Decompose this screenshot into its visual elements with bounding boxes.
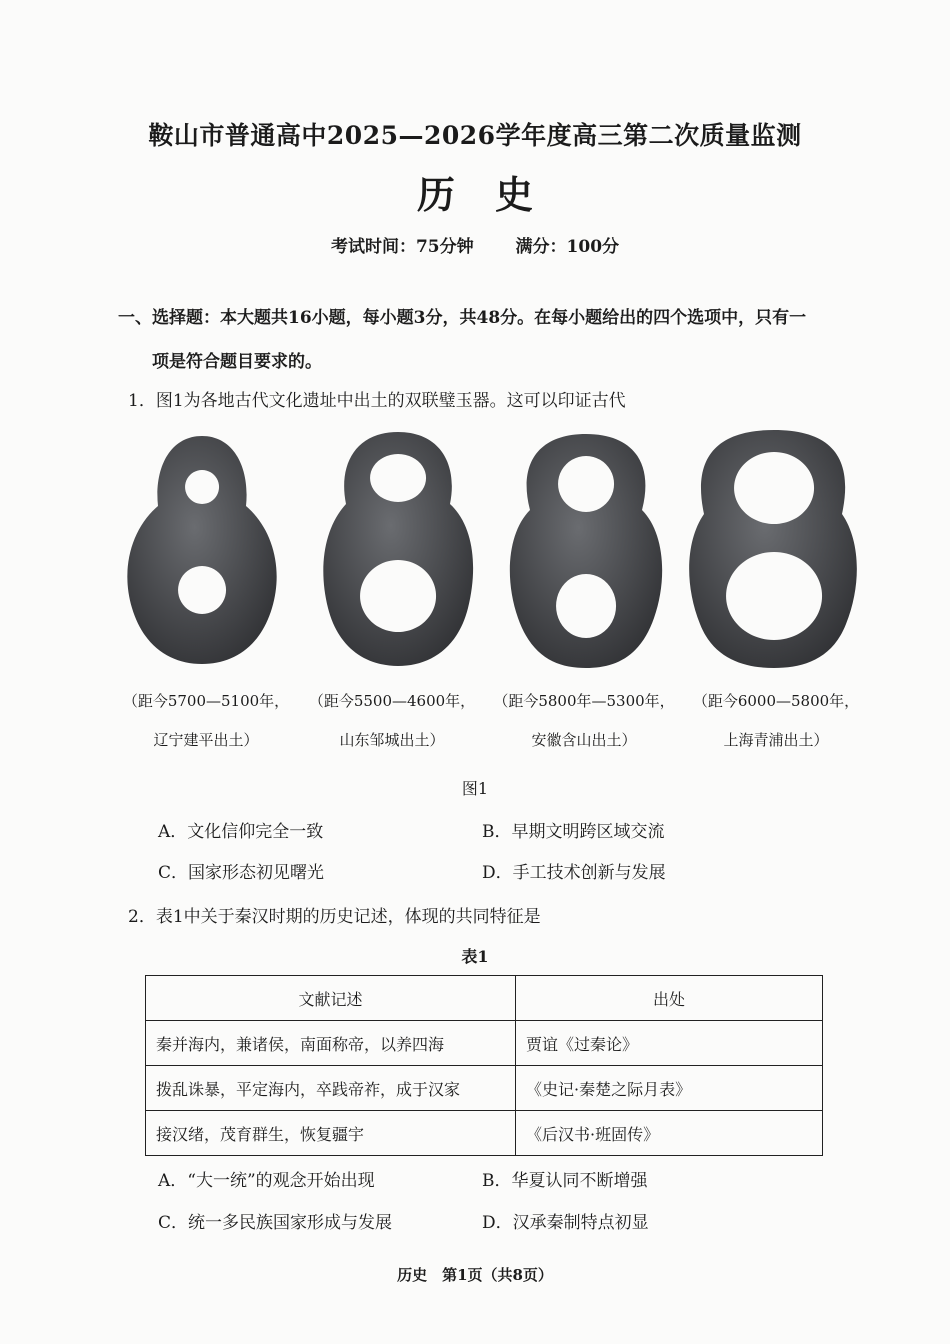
q2-option-c[interactable]: C．统一多民族国家形成与发展: [158, 1213, 393, 1233]
table-header-source: 出处: [516, 976, 823, 1021]
q2-option-d[interactable]: D．汉承秦制特点初显: [482, 1213, 649, 1233]
table-cell-record: 接汉绪，茂育群生，恢复疆宇: [146, 1111, 516, 1156]
table-cell-record: 拨乱诛暴，平定海内，卒践帝祚，成于汉家: [146, 1066, 516, 1111]
q2-option-a[interactable]: A．“大一统”的观念开始出现: [158, 1171, 375, 1191]
exam-full-score: 满分：100分: [515, 237, 620, 257]
section-heading-line2: 项是符合题目要求的。: [152, 352, 322, 372]
table-1: [145, 975, 823, 1156]
jade-caption-4-site: 上海青浦出土）: [723, 731, 829, 749]
exam-time: 考试时间：75分钟: [330, 237, 474, 257]
table-cell-source: 贾谊《过秦论》: [516, 1021, 823, 1066]
table-cell-record: 秦并海内，兼诸侯，南面称帝，以养四海: [146, 1021, 516, 1066]
table-row: [146, 1021, 823, 1066]
figure-1-label: 图1: [461, 779, 489, 798]
jade-caption-2-date: （距今5500—4600年，: [308, 692, 476, 710]
jade-caption-4: [686, 690, 866, 750]
jade-artifact-4: [686, 428, 861, 668]
jade-caption-2: [302, 690, 482, 750]
section-heading-line1: 一、选择题：本大题共16小题，每小题3分，共48分。在每小题给出的四个选项中，只有一: [118, 308, 807, 328]
question-2-stem: 2．表1中关于秦汉时期的历史记述，体现的共同特征是: [128, 907, 541, 927]
q1-option-d[interactable]: D．手工技术创新与发展: [482, 863, 666, 883]
jade-caption-4-date: （距今6000—5800年，: [692, 692, 860, 710]
figure-1-jades: [118, 428, 863, 678]
q1-option-a[interactable]: A．文化信仰完全一致: [158, 822, 324, 842]
jade-caption-1-date: （距今5700—5100年，: [122, 692, 290, 710]
jade-caption-3-site: 安徽含山出土）: [531, 731, 637, 749]
table-row: [146, 1066, 823, 1111]
q1-option-c[interactable]: C．国家形态初见曙光: [158, 863, 325, 883]
subject-title: 历史: [416, 172, 573, 217]
table-cell-source: 《后汉书·班固传》: [516, 1111, 823, 1156]
table-row: [146, 1111, 823, 1156]
question-1-stem: 1．图1为各地古代文化遗址中出土的双联璧玉器。这可以印证古代: [128, 391, 626, 411]
exam-title: 鞍山市普通高中2025—2026学年度高三第二次质量监测: [148, 121, 802, 150]
jade-artifact-1: [122, 428, 282, 668]
page-footer: 历史 第1页（共8页）: [397, 1266, 553, 1284]
table-1-label: 表1: [461, 947, 489, 966]
jade-caption-1: [118, 690, 294, 750]
jade-artifact-3: [506, 428, 666, 668]
table-header-row: [146, 976, 823, 1021]
jade-caption-2-site: 山东邹城出土）: [339, 731, 445, 749]
jade-caption-3: [486, 690, 682, 750]
jade-caption-1-site: 辽宁建平出土）: [153, 731, 259, 749]
jade-caption-3-date: （距今5800年—5300年，: [493, 692, 675, 710]
exam-meta: [0, 232, 950, 257]
table-header-record: 文献记述: [146, 976, 516, 1021]
section-heading: [118, 296, 858, 384]
jade-artifact-2: [318, 428, 478, 668]
q2-option-b[interactable]: B．华夏认同不断增强: [482, 1171, 648, 1191]
table-cell-source: 《史记·秦楚之际月表》: [516, 1066, 823, 1111]
q1-option-b[interactable]: B．早期文明跨区域交流: [482, 822, 665, 842]
